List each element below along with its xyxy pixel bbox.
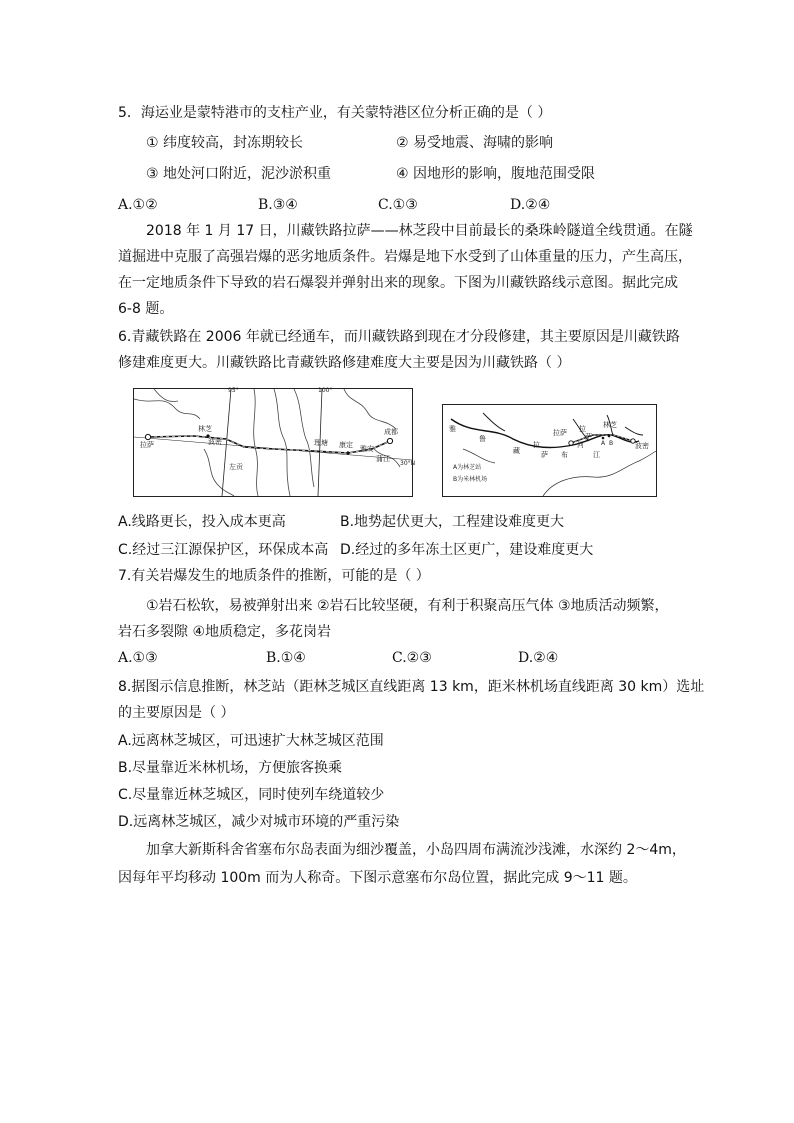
- q7-choice-c: C.②③: [392, 650, 432, 666]
- map2-mark-b: B: [609, 440, 614, 447]
- railway-map-right: [442, 404, 657, 497]
- q7-choice-d: D.②④: [518, 650, 559, 666]
- q5-choice-d: D.②④: [510, 197, 551, 213]
- map1-pujiang-label: 蒲江: [376, 455, 390, 463]
- map2-legend-b: B为米林机场: [453, 476, 488, 483]
- map2-lasa-river-sa-label: 萨: [541, 451, 548, 459]
- q7-stem: 7.有关岩爆发生的地质条件的推断，可能的是（ ）: [118, 568, 430, 584]
- map1-kangding-label: 康定: [339, 441, 353, 449]
- map2-bu-label: 布: [561, 451, 568, 459]
- q6-choice-c: C.经过三江源保护区，环保成本高: [118, 542, 329, 558]
- map2-legend-a: A为林芝站: [453, 464, 482, 471]
- q8-choice-d: D.远离林芝城区，减少对城市环境的严重污染: [118, 814, 400, 830]
- railway-map-right-drawing: [443, 405, 656, 496]
- q7-options-line-1: ①岩石松软，易被弹射出来 ②岩石比较坚硬，有利于积聚高压气体 ③地质活动频繁，: [146, 598, 669, 614]
- map1-chengdu-label: 成都: [384, 428, 398, 436]
- q6-choice-a: A.线路更长，投入成本更高: [118, 514, 286, 530]
- q6-line-1: 6.青藏铁路在 2006 年就已经通车，而川藏铁路到现在才分段修建，其主要原因是川藏铁路: [118, 329, 680, 345]
- map2-lhasa-label: 拉萨: [553, 429, 567, 437]
- q5-choice-a: A.①②: [118, 197, 158, 213]
- map2-jiang-label: 江: [593, 451, 600, 459]
- map2-sa-label: 萨: [585, 433, 592, 441]
- q7-choice-a: A.①③: [118, 650, 158, 666]
- lat-30-label: 30°N: [400, 460, 416, 467]
- q8-choice-c: C.尽量靠近林芝城区，同时使列车绕道较少: [118, 787, 385, 803]
- map1-litang-label: 理塘: [314, 439, 328, 447]
- q5-stem: 5．海运业是蒙特港市的支柱产业，有关蒙特港区位分析正确的是（ ）: [118, 105, 552, 121]
- intro2-line-1: 加拿大新斯科舍省塞布尔岛表面为细沙覆盖，小岛四周布满流沙浅滩，水深约 2～4m，: [146, 842, 686, 858]
- intro-line-1: 2018 年 1 月 17 日，川藏铁路拉萨——林芝段中目前最长的桑珠岭隧道全线贯通。在隧: [146, 223, 693, 239]
- q5-option-1: ① 纬度较高，封冻期较长: [146, 135, 304, 151]
- q5-option-2: ② 易受地震、海啸的影响: [396, 135, 554, 151]
- lon-100-label: 100°: [318, 387, 333, 394]
- map2-lasa-river-la-label: 拉: [533, 441, 540, 449]
- map2-zang-label: 藏: [513, 447, 520, 455]
- map2-mark-a: A: [601, 440, 606, 447]
- q8-line-2: 的主要原因是（ ）: [118, 705, 235, 721]
- intro-line-4: 6-8 题。: [118, 301, 174, 317]
- intro-line-3: 在一定地质条件下导致的岩石爆裂并弹射出来的现象。下图为川藏铁路线示意图。据此完成: [118, 275, 678, 291]
- q8-choice-a: A.远离林芝城区，可迅速扩大林芝城区范围: [118, 733, 384, 749]
- q7-options-line-2: 岩石多裂隙 ④地质稳定，多花岗岩: [118, 624, 332, 640]
- q5-choice-c: C.①③: [378, 197, 418, 213]
- map1-bomi-label: 波密: [208, 438, 222, 446]
- map2-lu-label: 鲁: [479, 435, 486, 443]
- map1-zuogong-label: 左贡: [229, 463, 243, 471]
- map2-linzhi-label: 林芝: [603, 421, 617, 429]
- map2-ya-label: 雅: [449, 425, 456, 433]
- map2-la-label: 拉: [579, 425, 586, 433]
- q5-option-3: ③ 地处河口附近，泥沙淤积重: [146, 166, 332, 182]
- map2-bomi-label: 波密: [635, 442, 649, 450]
- q6-line-2: 修建难度更大。川藏铁路比青藏铁路修建难度大主要是因为川藏铁路（ ）: [118, 355, 571, 371]
- q7-choice-b: B.①④: [266, 650, 306, 666]
- lon-95-label: 95°: [228, 387, 239, 394]
- q8-choice-b: B.尽量靠近米林机场，方便旅客换乘: [118, 760, 343, 776]
- q8-line-1: 8.据图示信息推断，林芝站（距林芝城区直线距离 13 km，距米林机场直线距离 30 km）选址: [118, 679, 705, 695]
- map1-lhasa-label: 拉萨: [140, 441, 154, 449]
- map1-yaan-label: 雅安: [360, 445, 374, 453]
- q5-choice-b: B.③④: [258, 197, 298, 213]
- q6-choice-d: D.经过的多年冻土区更广，建设难度更大: [340, 542, 594, 558]
- q5-option-4: ④ 因地形的影响，腹地范围受限: [396, 166, 596, 182]
- q6-choice-b: B.地势起伏更大，工程建设难度更大: [340, 514, 565, 530]
- railway-map-left: [133, 387, 416, 497]
- map2-he-label: 河: [577, 441, 584, 449]
- map1-linzhi-label: 林芝: [198, 425, 212, 433]
- intro2-line-2: 因每年平均移动 100m 而为人称奇。下图示意塞布尔岛位置，据此完成 9～11 题。: [118, 870, 637, 886]
- railway-map-left-drawing: [134, 387, 416, 496]
- intro-line-2: 道掘进中克服了高强岩爆的恶劣地质条件。岩爆是地下水受到了山体重量的压力，产生高压，: [118, 249, 692, 265]
